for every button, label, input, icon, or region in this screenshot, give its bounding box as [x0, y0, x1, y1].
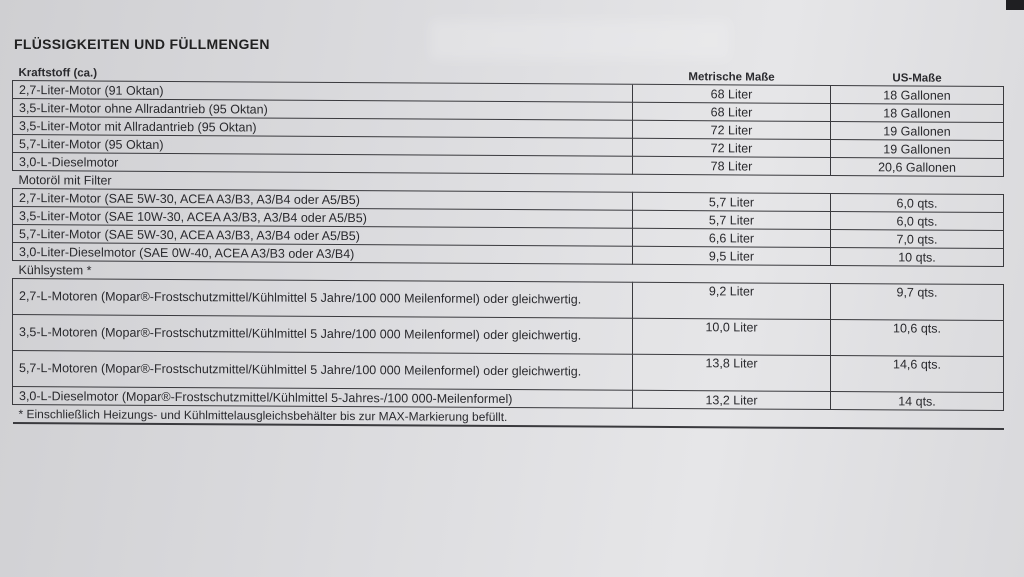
row-us-value: 14,6 qts.	[831, 356, 1004, 393]
row-description: 3,0-Liter-Dieselmotor (SAE 0W-40, ACEA A3/B3 oder A3/B4)	[13, 243, 633, 265]
row-description: 5,7-Liter-Motor (SAE 5W-30, ACEA A3/B3, A3/B4 oder A5/B5)	[13, 225, 633, 247]
row-us-value: 18 Gallonen	[831, 103, 1004, 122]
row-description: 3,5-Liter-Motor ohne Allradantrieb (95 Oktan)	[13, 99, 633, 121]
row-description: 3,5-Liter-Motor (SAE 10W-30, ACEA A3/B3, A3/B4 oder A5/B5)	[13, 207, 633, 229]
row-metric-value: 68 Liter	[633, 84, 831, 103]
section-label-kraftstoff: Kraftstoff (ca.)	[13, 66, 633, 84]
row-metric-value: 78 Liter	[633, 156, 831, 175]
row-metric-value: 72 Liter	[633, 120, 831, 139]
row-description: 3,0-L-Dieselmotor (Mopar®-Frostschutzmittel/Kühlmittel 5-Jahres-/100 000-Meilenformel)	[13, 387, 633, 409]
row-us-value: 10,6 qts.	[831, 320, 1004, 357]
fluid-capacities-table	[12, 66, 1004, 430]
row-metric-value: 9,5 Liter	[633, 246, 831, 265]
row-description: 3,5-Liter-Motor mit Allradantrieb (95 Oktan)	[13, 117, 633, 139]
row-us-value: 9,7 qts.	[831, 284, 1004, 321]
row-description: 3,0-L-Dieselmotor	[13, 153, 633, 175]
row-us-value: 19 Gallonen	[831, 140, 1004, 159]
column-header-us: US-Maße	[831, 71, 1004, 87]
row-metric-value: 68 Liter	[633, 102, 831, 121]
row-description: 2,7-Liter-Motor (SAE 5W-30, ACEA A3/B3, A3/B4 oder A5/B5)	[13, 189, 633, 211]
row-us-value: 20,6 Gallonen	[831, 158, 1004, 177]
row-us-value: 7,0 qts.	[831, 230, 1004, 249]
row-metric-value: 13,8 Liter	[633, 354, 831, 391]
row-metric-value: 5,7 Liter	[633, 210, 831, 229]
section-label-motoroel: Motoröl mit Filter	[13, 171, 1004, 195]
page-title: FLÜSSIGKEITEN UND FÜLLMENGEN	[14, 36, 270, 52]
row-us-value: 18 Gallonen	[831, 85, 1004, 104]
row-description: 5,7-Liter-Motor (95 Oktan)	[13, 135, 633, 157]
photo-glare	[430, 20, 730, 60]
row-description: 2,7-Liter-Motor (91 Oktan)	[13, 81, 633, 103]
row-us-value: 6,0 qts.	[831, 194, 1004, 213]
row-us-value: 19 Gallonen	[831, 121, 1004, 140]
table-row	[13, 315, 1004, 357]
table-row	[13, 351, 1004, 393]
column-header-metric: Metrische Maße	[633, 70, 831, 86]
row-description: 2,7-L-Motoren (Mopar®-Frostschutzmittel/Kühlmittel 5 Jahre/100 000 Meilenformel) oder gleichwertig.	[13, 279, 633, 319]
table-row	[13, 279, 1004, 321]
row-metric-value: 13,2 Liter	[633, 390, 831, 409]
row-metric-value: 6,6 Liter	[633, 228, 831, 247]
row-us-value: 14 qts.	[831, 392, 1004, 411]
row-us-value: 6,0 qts.	[831, 212, 1004, 231]
row-metric-value: 9,2 Liter	[633, 282, 831, 319]
footnote: * Einschließlich Heizungs- und Kühlmittelausgleichsbehälter bis zur MAX-Markierung befüllt.	[13, 405, 1004, 430]
row-us-value: 10 qts.	[831, 248, 1004, 267]
row-metric-value: 10,0 Liter	[633, 318, 831, 355]
row-description: 5,7-L-Motoren (Mopar®-Frostschutzmittel/Kühlmittel 5 Jahre/100 000 Meilenformel) oder gleichwertig.	[13, 351, 633, 391]
row-description: 3,5-L-Motoren (Mopar®-Frostschutzmittel/Kühlmittel 5 Jahre/100 000 Meilenformel) oder gleichwertig.	[13, 315, 633, 355]
page-edge-mark	[1006, 0, 1024, 10]
section-label-kuehlsystem: Kühlsystem *	[13, 261, 1004, 285]
row-metric-value: 72 Liter	[633, 138, 831, 157]
row-metric-value: 5,7 Liter	[633, 192, 831, 211]
